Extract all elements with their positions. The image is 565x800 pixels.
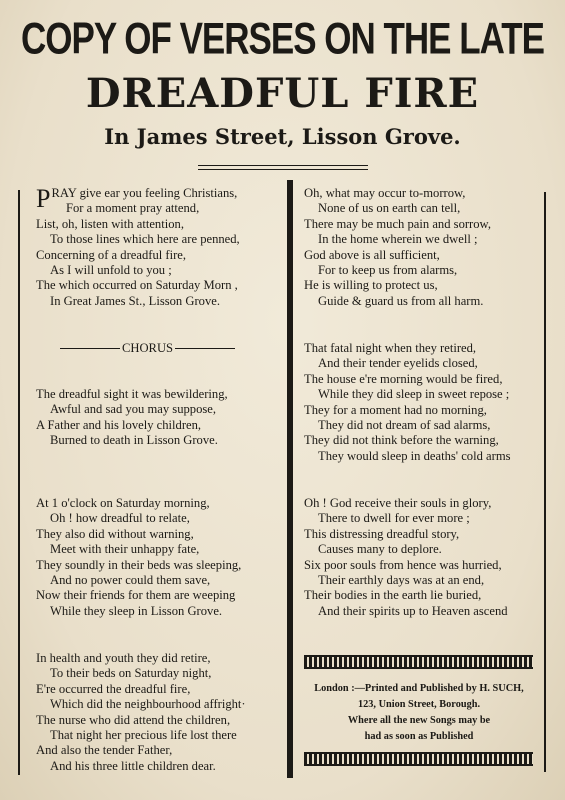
- left-stanza-2: [36, 387, 228, 449]
- verse-line: He is willing to protect us,: [304, 278, 438, 293]
- chorus-heading: [60, 341, 235, 356]
- title-line-1: COPY OF VERSES ON THE LATE: [20, 14, 545, 64]
- verse-line: At 1 o'clock on Saturday morning,: [36, 496, 210, 510]
- subtitle: In James Street, Lisson Grove.: [104, 124, 461, 149]
- verse-line: In Great James St., Lisson Grove.: [50, 293, 220, 308]
- verse-line: To those lines which here are penned,: [50, 232, 240, 247]
- verse-line: RAY give ear you feeling Christians,: [51, 186, 238, 200]
- ornament-border-top: [304, 655, 533, 669]
- verse-line: E're occurred the dreadful fire,: [36, 681, 191, 696]
- verse-line: Guide & guard us from all harm.: [318, 293, 484, 308]
- right-stanza-3: [304, 496, 508, 619]
- verse-line: As I will unfold to you ;: [50, 263, 172, 278]
- printer-imprint: [296, 681, 542, 745]
- verse-line: Causes many to deplore.: [318, 542, 442, 557]
- verse-line: To their beds on Saturday night,: [50, 666, 212, 681]
- imprint-line: had as soon as Published: [364, 731, 474, 742]
- imprint-line: London :—Printed and Published by H. SUCH,: [314, 683, 524, 694]
- verse-line: And his three little children dear.: [50, 758, 216, 773]
- imprint-line: 123, Union Street, Borough.: [357, 699, 481, 710]
- verse-line: While they sleep in Lisson Grove.: [50, 603, 223, 618]
- verse-line: They did not dream of sad alarms,: [318, 418, 491, 433]
- verse-line: Their bodies in the earth lie buried,: [304, 588, 482, 603]
- verse-line: List, oh, listen with attention,: [36, 216, 184, 231]
- verse-line: A Father and his lovely children,: [36, 417, 202, 432]
- drop-cap: P: [36, 184, 51, 213]
- verse-line: Oh ! how dreadful to relate,: [50, 511, 190, 526]
- verse-line: In health and youth they did retire,: [36, 651, 211, 665]
- verse-line: Their earthly days was at an end,: [318, 573, 485, 588]
- verse-line: And also the tender Father,: [36, 743, 173, 758]
- header-rule-top: [198, 165, 368, 166]
- verse-line: God above is all sufficient,: [304, 247, 440, 262]
- header-rule-bottom: [198, 169, 368, 170]
- verse-line: The house e're morning would be fired,: [304, 371, 503, 386]
- verse-line: Meet with their unhappy fate,: [50, 542, 200, 557]
- right-stanza-2: [304, 341, 511, 464]
- right-border-line: [544, 192, 546, 772]
- verse-line: Now their friends for them are weeping: [36, 588, 236, 603]
- verse-line: And their tender eyelids closed,: [318, 356, 478, 371]
- verse-line: They did not think before the warning,: [304, 433, 499, 448]
- verse-line: Oh ! God receive their souls in glory,: [304, 496, 492, 510]
- verse-line: For a moment pray attend,: [66, 201, 200, 216]
- left-border-line: [18, 190, 20, 775]
- verse-line: The which occurred on Saturday Morn ,: [36, 278, 238, 293]
- verse-line: Awful and sad you may suppose,: [50, 402, 217, 417]
- right-stanza-1: [304, 186, 491, 309]
- column-divider: [287, 180, 293, 778]
- left-stanza-4: [36, 651, 246, 774]
- verse-line: There to dwell for ever more ;: [318, 511, 470, 526]
- imprint-line: Where all the new Songs may be: [347, 715, 491, 726]
- title-line-2: DREADFUL FIRE: [85, 70, 480, 117]
- verse-line: Which did the neighbourhood affright·: [50, 697, 246, 712]
- chorus-label: CHORUS: [121, 341, 174, 355]
- verse-line: They soundly in their beds was sleeping,: [36, 557, 242, 572]
- verse-line: And their spirits up to Heaven ascend: [318, 603, 508, 618]
- verse-line: Oh, what may occur to-morrow,: [304, 186, 466, 200]
- verse-line: None of us on earth can tell,: [318, 201, 461, 216]
- verse-line: For to keep us from alarms,: [318, 263, 458, 278]
- verse-line: The dreadful sight it was bewildering,: [36, 387, 228, 401]
- verse-line: They also did without warning,: [36, 526, 194, 541]
- verse-line: Burned to death in Lisson Grove.: [50, 433, 218, 448]
- verse-line: The nurse who did attend the children,: [36, 712, 231, 727]
- verse-line: Six poor souls from hence was hurried,: [304, 557, 502, 572]
- verse-line: They would sleep in deaths' cold arms: [318, 448, 511, 463]
- verse-line: There may be much pain and sorrow,: [304, 216, 491, 231]
- verse-line: This distressing dreadful story,: [304, 526, 460, 541]
- verse-line: While they did sleep in sweet repose ;: [318, 387, 510, 402]
- verse-line: And no power could them save,: [50, 573, 211, 588]
- verse-line: They for a moment had no morning,: [304, 402, 487, 417]
- ornament-border-bottom: [304, 752, 533, 766]
- chorus-rule-left: [60, 348, 120, 349]
- verse-line: That night her precious life lost there: [50, 728, 237, 743]
- verse-line: Concerning of a dreadful fire,: [36, 247, 187, 262]
- left-stanza-1: [36, 186, 240, 309]
- verse-line: In the home wherein we dwell ;: [318, 232, 478, 247]
- left-stanza-3: [36, 496, 241, 619]
- chorus-rule-right: [175, 348, 235, 349]
- verse-line: That fatal night when they retired,: [304, 341, 477, 355]
